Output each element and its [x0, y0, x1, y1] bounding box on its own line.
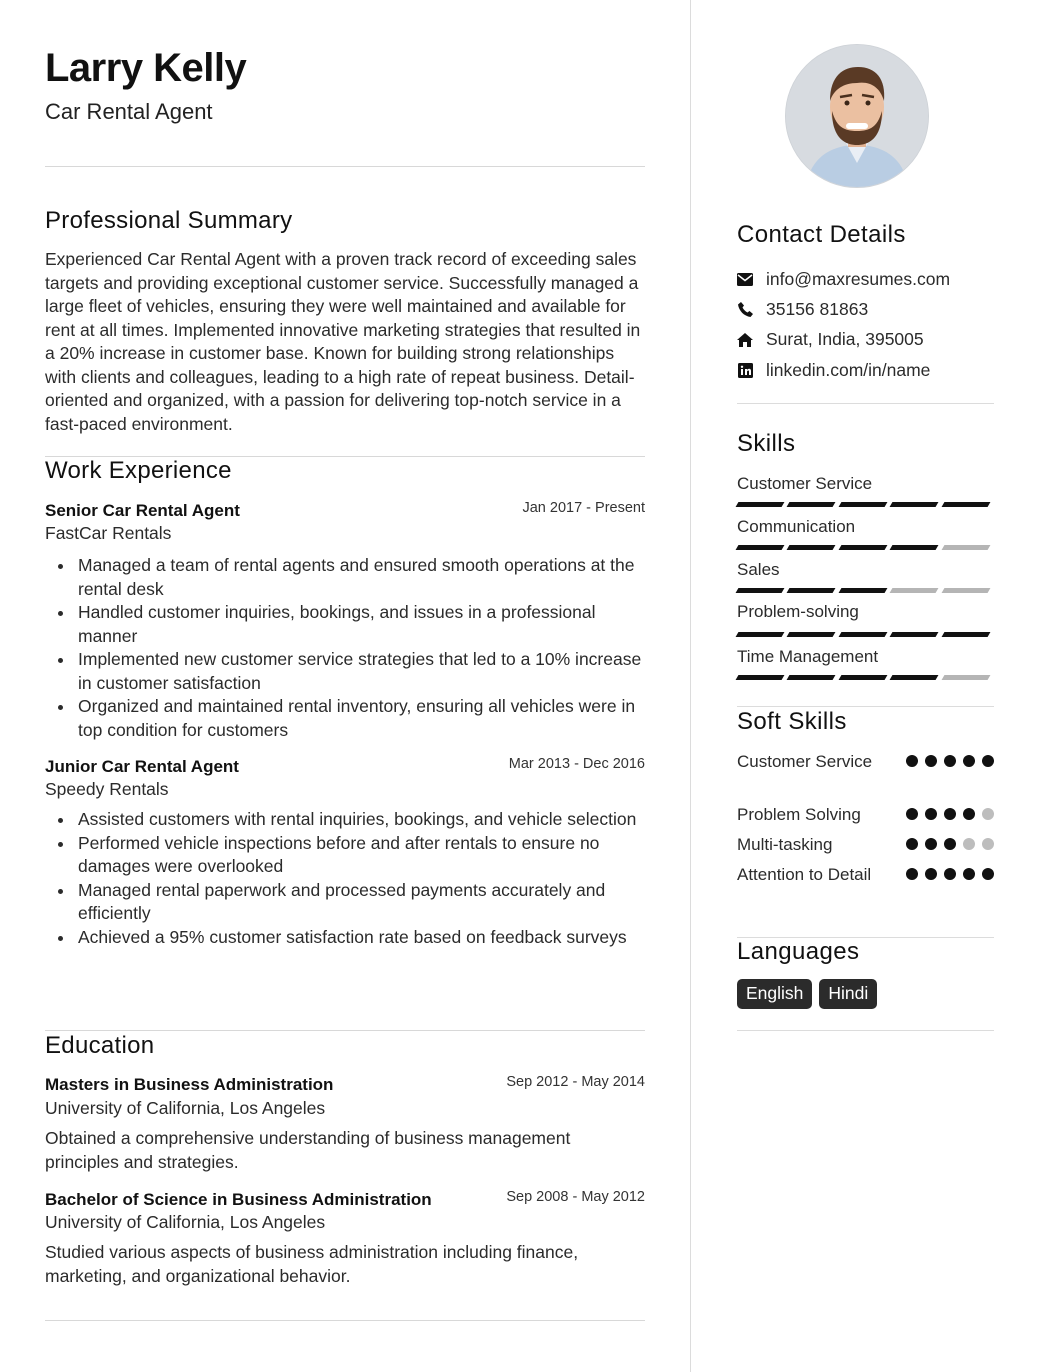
avatar [785, 44, 929, 188]
contact-divider [737, 403, 994, 404]
rating-dot [906, 868, 918, 880]
skill-meter [737, 502, 994, 508]
rating-dot [906, 808, 918, 820]
rating-dot [944, 868, 956, 880]
languages-divider [737, 1030, 994, 1031]
candidate-role: Car Rental Agent [45, 99, 213, 124]
list-item: Managed rental paperwork and processed payments accurately and efficiently [78, 879, 645, 926]
skill-label: Communication [737, 517, 856, 536]
list-item: Handled customer inquiries, bookings, and issues in a professional manner [78, 601, 645, 648]
list-item: Organized and maintained rental inventory, ensuring all vehicles were in top condition for customers [78, 695, 645, 742]
skill-segment [736, 545, 785, 550]
degree-title: Bachelor of Science in Business Administration [45, 1190, 432, 1209]
rating-dot [944, 808, 956, 820]
skill-segment [787, 675, 836, 680]
rating-dot [906, 838, 918, 850]
rating-dot [963, 868, 975, 880]
contact-address-text: Surat, India, 395005 [766, 329, 924, 349]
list-item: Assisted customers with rental inquiries, bookings, and vehicle selection [78, 808, 645, 832]
rating-dot [982, 838, 994, 850]
contact-linkedin[interactable] [737, 360, 930, 381]
experience-title: Work Experience [45, 457, 232, 484]
contact-email-text: info@maxresumes.com [766, 269, 951, 289]
skill-segment [787, 502, 836, 507]
skill-segment [941, 632, 990, 637]
skill-label: Problem-solving [737, 602, 859, 621]
school-name: University of California, Los Angeles [45, 1212, 326, 1232]
skill-segment [838, 588, 887, 593]
rating-dot [982, 868, 994, 880]
skill-segment [941, 502, 990, 507]
job-company: Speedy Rentals [45, 779, 169, 799]
contact-email[interactable] [737, 269, 950, 290]
skills-divider [737, 706, 994, 707]
skill-segment [787, 588, 836, 593]
rating-dot [963, 755, 975, 767]
soft-skill-rating [906, 838, 1001, 850]
phone-icon [737, 302, 753, 318]
job-title: Junior Car Rental Agent [45, 757, 239, 776]
contact-title: Contact Details [737, 221, 906, 248]
skill-segment [787, 632, 836, 637]
skill-segment [736, 502, 785, 507]
linkedin-icon [737, 363, 753, 379]
home-icon [737, 332, 753, 348]
skill-meter [737, 588, 994, 594]
language-tag: English [737, 979, 812, 1009]
soft-skill-label: Attention to Detail [737, 865, 872, 884]
languages-title: Languages [737, 938, 860, 965]
rating-dot [963, 838, 975, 850]
skill-meter [737, 675, 994, 681]
degree-dates: Sep 2012 - May 2014 [506, 1074, 645, 1090]
soft-skill-label: Multi-tasking [737, 835, 833, 854]
candidate-name: Larry Kelly [45, 46, 247, 90]
contact-linkedin-text: linkedin.com/in/name [766, 360, 931, 380]
list-item: Implemented new customer service strategies that led to a 10% increase in customer satisfaction [78, 648, 645, 695]
soft-skill-rating [906, 868, 1001, 880]
experience-divider [45, 1030, 645, 1031]
skill-segment [736, 675, 785, 680]
education-divider [45, 1320, 645, 1321]
skill-segment [941, 588, 990, 593]
degree-dates: Sep 2008 - May 2012 [506, 1189, 645, 1205]
contact-address [737, 329, 924, 350]
skill-segment [890, 632, 939, 637]
rating-dot [944, 755, 956, 767]
soft-skill-rating [906, 755, 1001, 767]
column-divider [690, 0, 691, 1372]
rating-dot [982, 808, 994, 820]
school-name: University of California, Los Angeles [45, 1098, 326, 1118]
skill-segment [890, 675, 939, 680]
rating-dot [925, 755, 937, 767]
contact-phone-text: 35156 81863 [766, 299, 869, 319]
language-tag: Hindi [819, 979, 877, 1009]
list-item: Managed a team of rental agents and ensured smooth operations at the rental desk [78, 554, 645, 601]
skill-segment [736, 632, 785, 637]
list-item: Performed vehicle inspections before and after rentals to ensure no damages were overlooked [78, 832, 645, 879]
contact-phone[interactable] [737, 299, 868, 320]
envelope-icon [737, 272, 753, 288]
skill-segment [838, 675, 887, 680]
skill-segment [941, 675, 990, 680]
skill-segment [941, 545, 990, 550]
skill-segment [838, 502, 887, 507]
rating-dot [982, 755, 994, 767]
skills-title: Skills [737, 430, 796, 457]
soft-skills-title: Soft Skills [737, 708, 847, 735]
list-item: Achieved a 95% customer satisfaction rate based on feedback surveys [78, 926, 645, 950]
education-title: Education [45, 1032, 155, 1059]
skill-segment [736, 588, 785, 593]
job-title: Senior Car Rental Agent [45, 501, 240, 520]
soft-skill-label: Problem Solving [737, 805, 861, 824]
job-dates: Jan 2017 - Present [522, 500, 645, 516]
job-company: FastCar Rentals [45, 523, 172, 543]
skill-segment [890, 502, 939, 507]
skill-meter [737, 632, 994, 638]
skill-meter [737, 545, 994, 551]
skill-segment [890, 545, 939, 550]
job-bullets [45, 554, 645, 742]
skill-label: Time Management [737, 647, 879, 666]
avatar-illustration [786, 45, 928, 187]
rating-dot [944, 838, 956, 850]
soft-skill-label: Customer Service [737, 752, 873, 771]
languages-list [737, 979, 884, 1009]
rating-dot [925, 868, 937, 880]
header-divider [45, 166, 645, 167]
job-dates: Mar 2013 - Dec 2016 [508, 756, 645, 772]
degree-description: Obtained a comprehensive understanding of business management principles and strategies. [45, 1128, 571, 1172]
job-bullets [45, 808, 645, 949]
rating-dot [925, 838, 937, 850]
degree-title: Masters in Business Administration [45, 1075, 334, 1094]
skill-segment [838, 632, 887, 637]
soft-skill-rating [906, 808, 1001, 820]
rating-dot [963, 808, 975, 820]
degree-description: Studied various aspects of business administration including finance, marketing, and organizational behavior. [45, 1242, 579, 1286]
rating-dot [925, 808, 937, 820]
rating-dot [906, 755, 918, 767]
summary-text: Experienced Car Rental Agent with a proven track record of exceeding sales targets and providing exceptional customer service. Successfully managed a large fleet of vehicles, ensuring they were well maintained and available for rent at all times. Implemented innovative marketing strategies that resulted in a 20% increase in customer base. Known for building strong relationships with clients and colleagues, leading to a high rate of repeat business. Detail-oriented and organized, with a passion for delivering top-notch service in a fast-paced environment. [45, 249, 641, 434]
skill-label: Sales [737, 560, 780, 579]
skill-segment [838, 545, 887, 550]
summary-title: Professional Summary [45, 207, 293, 234]
skill-segment [787, 545, 836, 550]
skill-segment [890, 588, 939, 593]
skill-label: Customer Service [737, 474, 873, 493]
